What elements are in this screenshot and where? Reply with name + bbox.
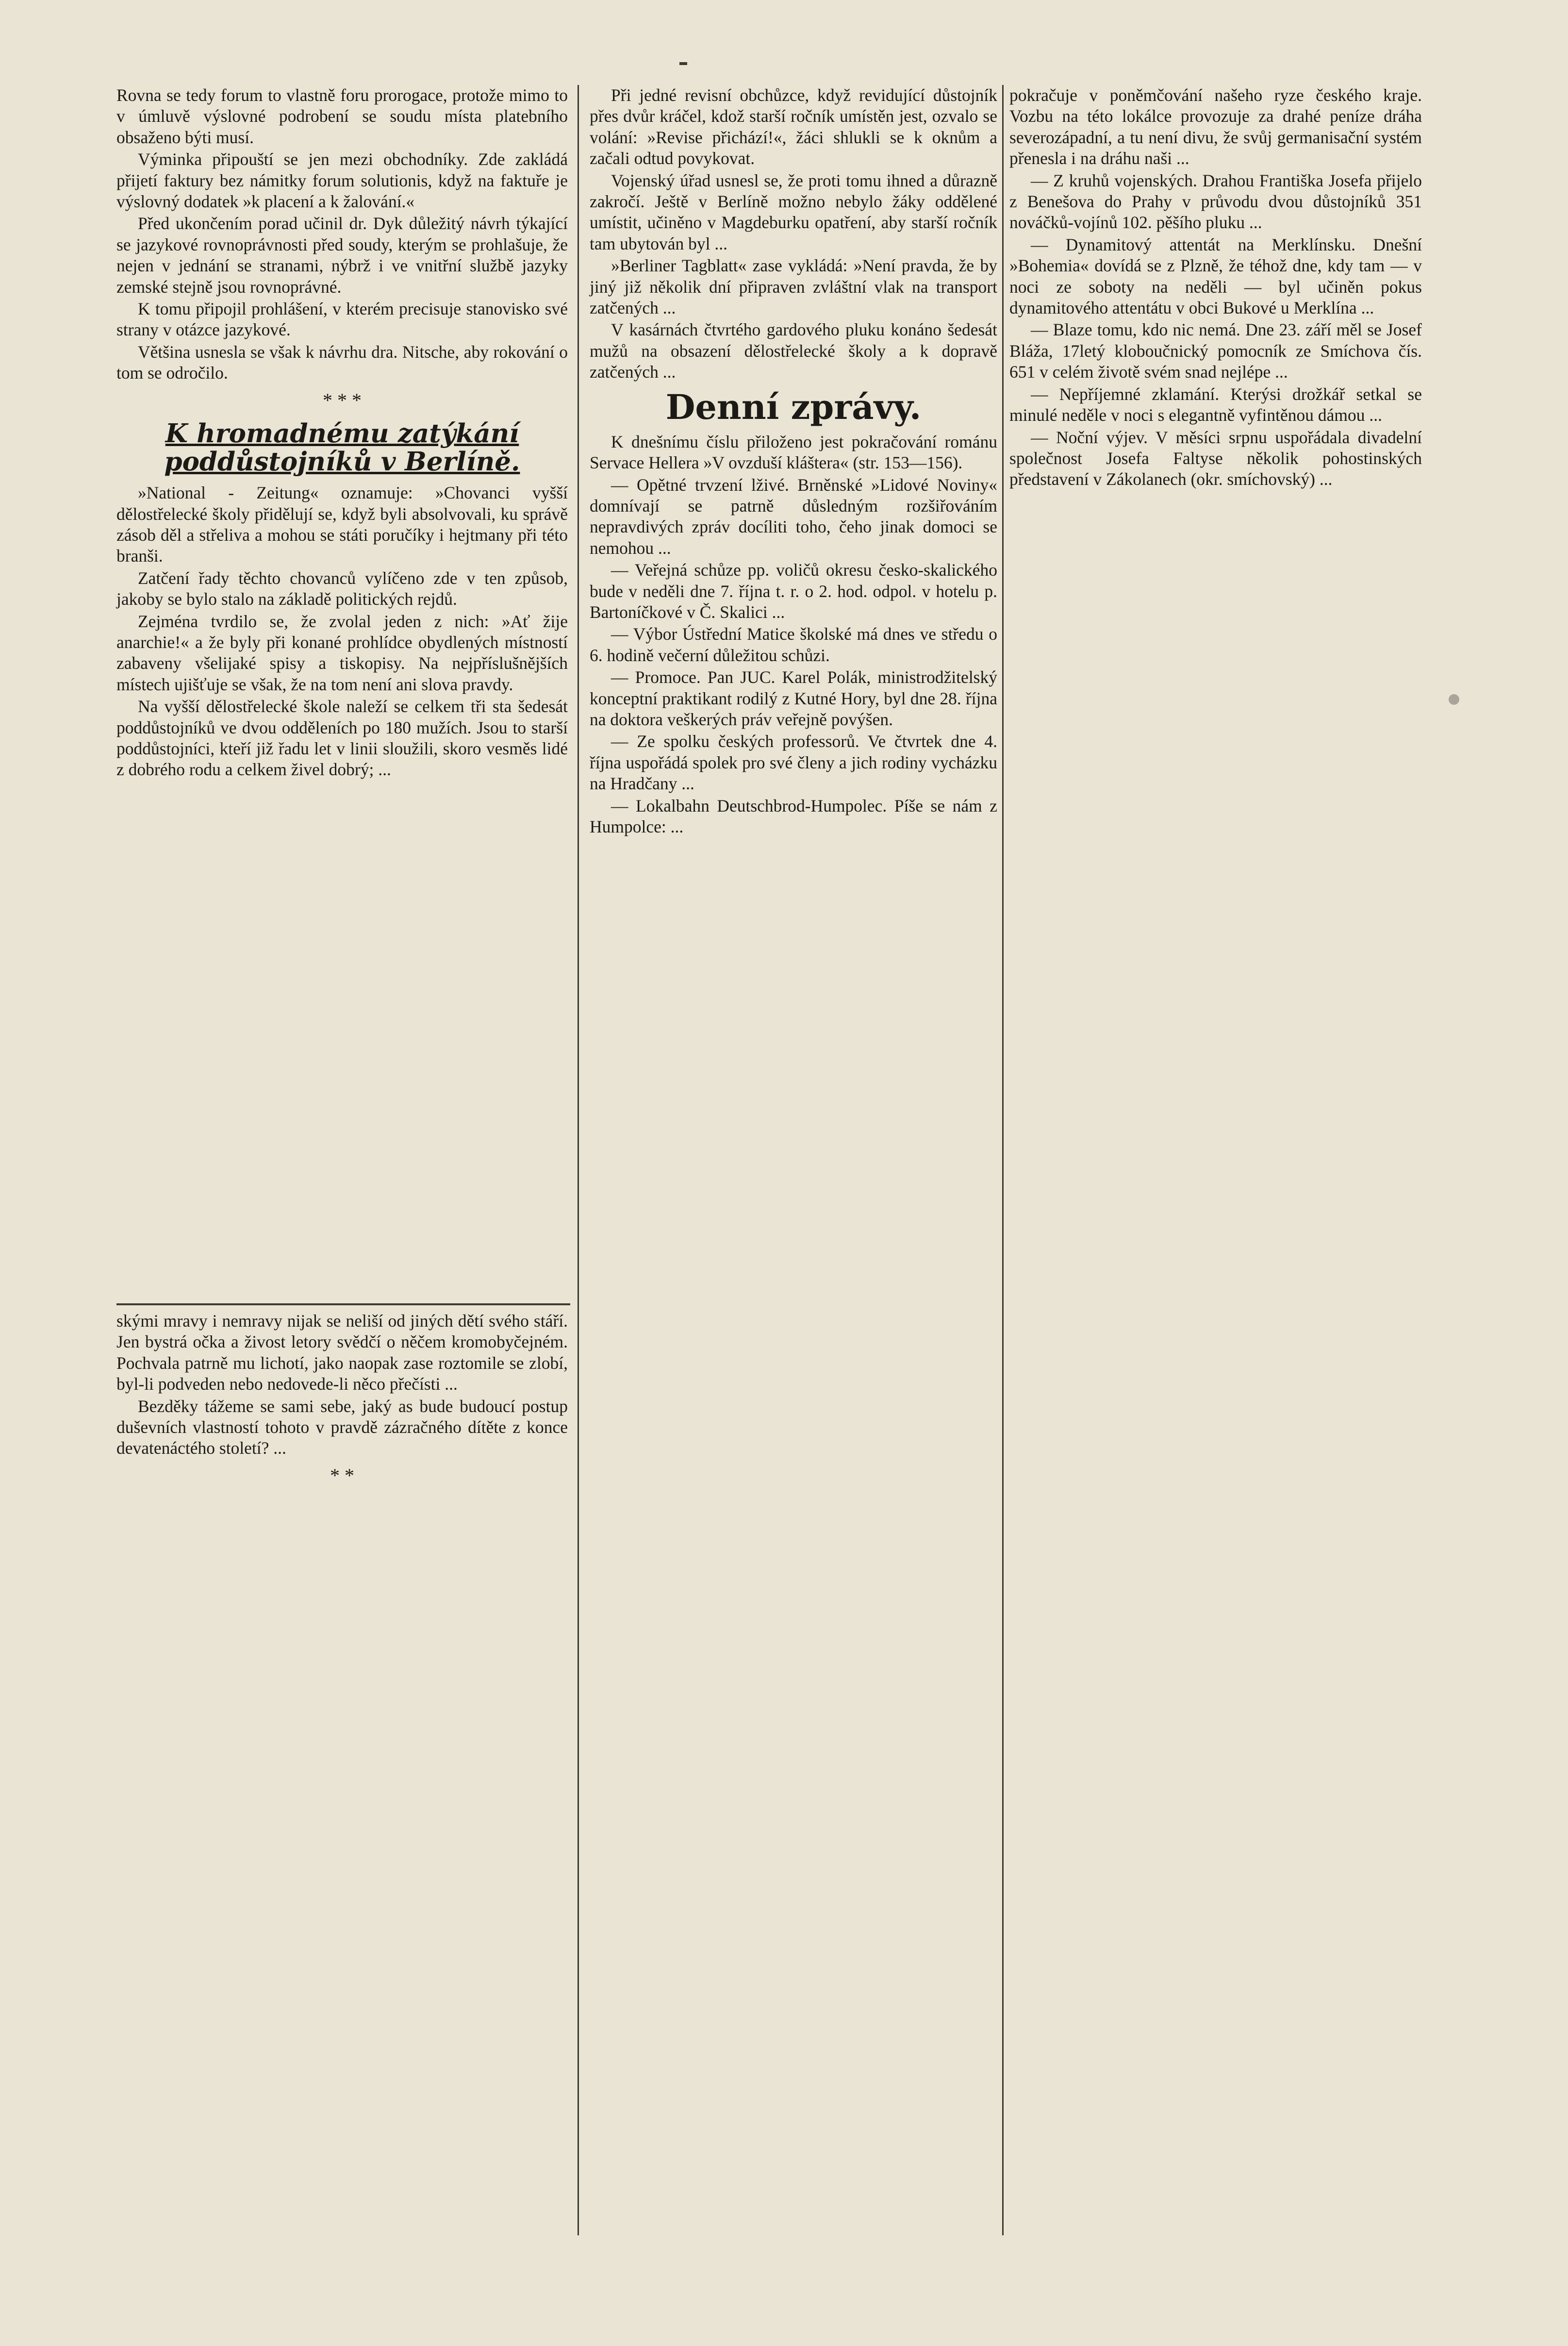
paragraph: — Promoce. Pan JUC. Karel Polák, ministrodžitelský konceptní praktikant rodilý z Kutné Hory, byl dne 28. října na doktora veškerých práv veřejně povýšen. xyxy=(590,667,997,729)
paragraph: — Výbor Ústřední Matice školské má dnes ve středu o 6. hodině večerní důležitou schůzi. xyxy=(590,624,997,665)
paragraph: Rovna se tedy forum to vlastně foru prorogace, protože mimo to v úmluvě výslovné podrobení se soudu místa platebního obsaženo býti musí. xyxy=(116,85,568,147)
paragraph: — Nepříjemné zklamání. Kterýsi drožkář setkal se minulé neděle v noci s elegantně vyfintěnou dámou ... xyxy=(1009,384,1422,425)
paragraph: Zejména tvrdilo se, že zvolal jeden z nich: »Ať žije anarchie!« a že byly při konané prohlídce obydlených místností zabaveny všelijaké spisy a tiskopisy. Na nejpříslušnějších místech ujišťuje se však, že na tom není ani slova pravdy. xyxy=(116,611,568,694)
top-rule xyxy=(679,62,687,65)
article-heading: K hromadnému zatýkání poddůstojníků v Berlíně. xyxy=(164,418,520,477)
paragraph: — Z kruhů vojenských. Drahou Františka Josefa přijelo z Benešova do Prahy v průvodu dvou důstojníků 351 nováčků-vojínů 102. pěšího pluku ... xyxy=(1009,170,1422,233)
paragraph: Zatčení řady těchto chovanců vylíčeno zde v ten způsob, jakoby se bylo stalo na základě politických rejdů. xyxy=(116,568,568,609)
column-middle xyxy=(590,85,997,838)
paragraph: V kasárnách čtvrtého gardového pluku konáno šedesát mužů na obsazení dělostřelecké školy a k dopravě zatčených ... xyxy=(590,320,997,382)
column-divider-right xyxy=(1002,85,1004,2235)
paragraph: — Noční výjev. V měsíci srpnu uspořádala divadelní společnost Josefa Faltyse několik pohostinských představení v Zákolanech (okr. smíchovský) ... xyxy=(1009,427,1422,489)
section-stars: * * * xyxy=(323,389,362,411)
paragraph: — Ze spolku českých professorů. Ve čtvrtek dne 4. října uspořádá spolek pro své členy a jich rodiny vycházku na Hradčany ... xyxy=(590,732,997,794)
paragraph: Před ukončením porad učinil dr. Dyk důležitý návrh týkající se jazykové rovnoprávnosti před soudy, kterým se prohlašuje, že nejen v jednání se stranami, nýbrž i ve vnitřní službě jazyky zemské stejně jsou rovnoprávné. xyxy=(116,214,568,297)
paragraph: Většina usnesla se však k návrhu dra. Nitsche, aby rokování o tom se odročilo. xyxy=(116,342,568,383)
column-left-bottom xyxy=(116,1311,568,1492)
section-heading: Denní zprávy. xyxy=(665,386,922,427)
section-rule-left xyxy=(116,1303,570,1305)
column-divider-left xyxy=(578,85,579,2235)
paragraph: pokračuje v poněmčování našeho ryze českého kraje. Vozbu na této lokálce provozuje za drahé peníze dráha severozápadní, a tu není divu, že svůj germanisační systém přenesla i na dráhu naši ... xyxy=(1009,85,1422,168)
paragraph: Vojenský úřad usnesl se, že proti tomu ihned a důrazně zakročí. Ještě v Berlíně možno nebylo žáky oddělené umístit, učiněno v Magdeburku opatření, aby starší ročník tam ubytován byl ... xyxy=(590,170,997,253)
column-right xyxy=(1009,85,1422,491)
paragraph: Bezděky tážeme se sami sebe, jaký as bude budoucí postup duševních vlastností tohoto v pravdě zázračného dítěte z konce devatenáctého století? ... xyxy=(116,1396,568,1458)
paragraph: K tomu připojil prohlášení, v kterém precisuje stanovisko své strany v otázce jazykové. xyxy=(116,299,568,340)
paragraph: »National - Zeitung« oznamuje: »Chovanci vyšší dělostřelecké školy přidělují se, když byli absolvovali, ku správě zásob děl a střeliva a mohou se státi poručíky i hejtmany při této branši. xyxy=(116,483,568,566)
paragraph: »Berliner Tagblatt« zase vykládá: »Není pravda, že by jiný již několik dní připraven zvláštní vlak na transport zatčených ... xyxy=(590,256,997,318)
paragraph: — Blaze tomu, kdo nic nemá. Dne 23. září měl se Josef Bláža, 17letý kloboučnický pomocník ze Smíchova čís. 651 v celém životě svém snad nejlépe ... xyxy=(1009,320,1422,382)
paragraph: Výminka připouští se jen mezi obchodníky. Zde zakládá přijetí faktury bez námitky forum solutionis, když na faktuře je výslovný dodatek »k placení a k žalování.« xyxy=(116,150,568,212)
paragraph: K dnešnímu číslu přiloženo jest pokračování románu Servace Hellera »V ovzduší kláštera« (str. 153—156). xyxy=(590,432,997,473)
punch-hole-mark xyxy=(1449,694,1459,705)
end-mark: * * xyxy=(330,1464,354,1486)
paragraph: — Opětné trvzení lživé. Brněnské »Lidové Noviny« domnívají se patrně důsledným rozšiřováním nepravdivých zpráv docíliti toho, čeho jinak domoci se nemohou ... xyxy=(590,475,997,558)
paragraph: — Dynamitový attentát na Merklínsku. Dnešní »Bohemia« dovídá se z Plzně, že téhož dne, kdy tam — v noci ze soboty na neděli — byl učiněn pokus dynamitového attentátu v obci Bukové u Merklína ... xyxy=(1009,234,1422,318)
paragraph: skými mravy i nemravy nijak se neliší od jiných dětí svého stáří. Jen bystrá očka a živost letory svědčí o něčem kromobyčejném. Pochvala patrně mu lichotí, jako naopak zase roztomile se zlobí, byl-li podveden nebo nedovede-li něco přečísti ... xyxy=(116,1311,568,1394)
column-left xyxy=(116,85,568,782)
paragraph: — Lokalbahn Deutschbrod-Humpolec. Píše se nám z Humpolce: ... xyxy=(590,796,997,836)
paragraph: Na vyšší dělostřelecké škole naleží se celkem tři sta šedesát poddůstojníků ve dvou odděleních po 180 mužích. Jsou to starší poddůstojníci, kteří již řadu let v linii sloužili, skoro vesměs lidé z dobrého rodu a celkem živel dobrý; ... xyxy=(116,697,568,780)
paragraph: — Veřejná schůze pp. voličů okresu česko-skalického bude v neděli dne 7. října t. r. o 2. hod. odpol. v hotelu p. Bartoníčkové v Č. Skalici ... xyxy=(590,560,997,622)
paragraph: Při jedné revisní obchůzce, když revidující důstojník přes dvůr kráčel, kdož starší ročník umístěn jest, ozvalo se volání: »Revise přichází!«, žáci shlukli se k oknům a začali odtud povykovat. xyxy=(590,85,997,168)
